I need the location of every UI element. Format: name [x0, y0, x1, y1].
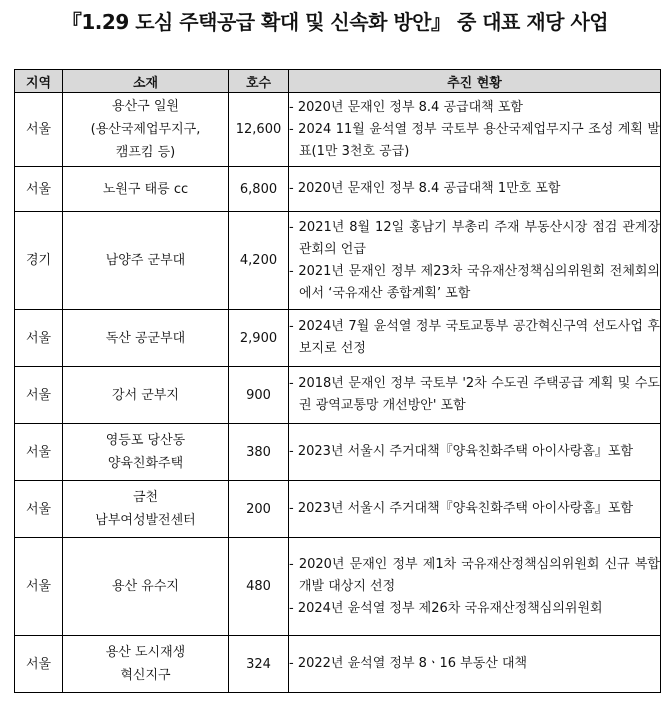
header-location: 소재	[63, 70, 229, 93]
table-row	[15, 93, 661, 167]
project-table	[14, 69, 661, 693]
region-cell: 서울	[15, 167, 63, 212]
units-cell: 4,200	[229, 212, 289, 310]
location-cell: 남양주 군부대	[63, 212, 229, 310]
table-row	[15, 538, 661, 636]
status-cell: - 2023년 서울시 주거대책『양육친화주택 아이사랑홈』포함	[289, 424, 661, 481]
region-cell: 서울	[15, 481, 63, 538]
units-cell: 12,600	[229, 93, 289, 167]
units-cell: 6,800	[229, 167, 289, 212]
location-cell: 금천 남부여성발전센터	[63, 481, 229, 538]
units-cell: 2,900	[229, 310, 289, 367]
location-cell: 용산 유수지	[63, 538, 229, 636]
location-cell: 독산 공군부대	[63, 310, 229, 367]
location-cell: 용산 도시재생 혁신지구	[63, 636, 229, 693]
table-row	[15, 367, 661, 424]
location-cell: 영등포 당산동 양육친화주택	[63, 424, 229, 481]
location-cell: 강서 군부지	[63, 367, 229, 424]
header-region: 지역	[15, 70, 63, 93]
header-status: 추진 현황	[289, 70, 661, 93]
status-cell: - 2020년 문재인 정부 제1차 국유재산정책심의위원회 신규 복합개발 대상지 선정 - 2024년 윤석열 정부 제26차 국유재산정책심의위원회	[289, 538, 661, 636]
units-cell: 324	[229, 636, 289, 693]
units-cell: 900	[229, 367, 289, 424]
region-cell: 서울	[15, 538, 63, 636]
units-cell: 380	[229, 424, 289, 481]
status-cell: - 2020년 문재인 정부 8.4 공급대책 1만호 포함	[289, 167, 661, 212]
status-cell: - 2021년 8월 12일 홍남기 부총리 주재 부동산시장 점검 관계장관회의 언급 - 2021년 문재인 정부 제23차 국유재산정책심의위원회 전체회의에서 ‘국유재산 종합계획’ 포함	[289, 212, 661, 310]
units-cell: 200	[229, 481, 289, 538]
document-title: 『1.29 도심 주택공급 확대 및 신속화 방안』 중 대표 재당 사업	[61, 10, 609, 34]
table-row	[15, 310, 661, 367]
header-row	[15, 70, 661, 93]
location-cell: 용산구 일원 (용산국제업무지구, 캠프킴 등)	[63, 93, 229, 167]
table-row	[15, 167, 661, 212]
status-cell: - 2020년 문재인 정부 8.4 공급대책 포함 - 2024 11월 윤석열 정부 국토부 용산국제업무지구 조성 계획 발표(1만 3천호 공급)	[289, 93, 661, 167]
table-row	[15, 636, 661, 693]
status-cell: - 2024년 7월 윤석열 정부 국토교통부 공간혁신구역 선도사업 후보지로 선정	[289, 310, 661, 367]
header-units: 호수	[229, 70, 289, 93]
region-cell: 경기	[15, 212, 63, 310]
table-row	[15, 424, 661, 481]
units-cell: 480	[229, 538, 289, 636]
region-cell: 서울	[15, 636, 63, 693]
status-cell: - 2018년 문재인 정부 국토부 '2차 수도권 주택공급 계획 및 수도권 광역교통망 개선방안' 포함	[289, 367, 661, 424]
region-cell: 서울	[15, 424, 63, 481]
table-row	[15, 481, 661, 538]
region-cell: 서울	[15, 93, 63, 167]
region-cell: 서울	[15, 310, 63, 367]
region-cell: 서울	[15, 367, 63, 424]
status-cell: - 2022년 윤석열 정부 8ㆍ16 부동산 대책	[289, 636, 661, 693]
status-cell: - 2023년 서울시 주거대책『양육친화주택 아이사랑홈』포함	[289, 481, 661, 538]
table-row	[15, 212, 661, 310]
location-cell: 노원구 태릉 cc	[63, 167, 229, 212]
